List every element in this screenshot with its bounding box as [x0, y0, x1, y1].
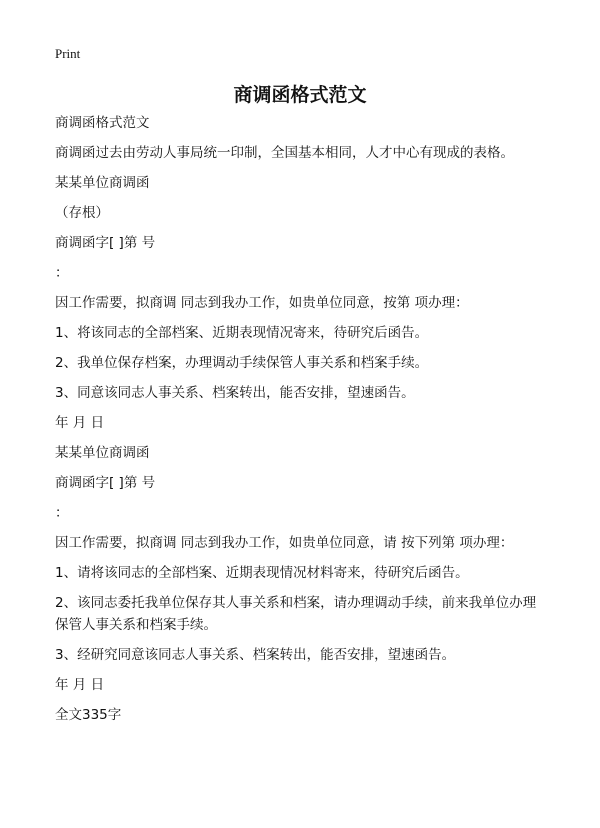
paragraph-letter-number-2: 商调函字[ ]第 号 [55, 475, 156, 491]
paragraph-item-1-2: 2、我单位保存档案，办理调动手续保管人事关系和档案手续。 [55, 355, 429, 371]
paragraph-letter-number-1: 商调函字[ ]第 号 [55, 235, 156, 251]
paragraph-item-2-1: 1、请将该同志的全部档案、近期表现情况材料寄来，待研究后函告。 [55, 565, 469, 581]
paragraph-request-2: 因工作需要，拟商调 同志到我办工作，如贵单位同意，请 按下列第 项办理： [55, 535, 514, 551]
paragraph-request-1: 因工作需要，拟商调 同志到我办工作，如贵单位同意，按第 项办理： [55, 295, 469, 311]
paragraph-letter-heading-2: 某某单位商调函 [55, 445, 150, 461]
paragraph-date-1: 年 月 日 [55, 415, 105, 431]
paragraph-item-1-1: 1、将该同志的全部档案、近期表现情况寄来，待研究后函告。 [55, 325, 429, 341]
paragraph-addressee-2: ： [55, 505, 69, 521]
paragraph-word-count: 全文335字 [55, 707, 122, 723]
paragraph-date-2: 年 月 日 [55, 677, 105, 693]
print-link[interactable]: Print [55, 46, 81, 61]
paragraph-item-1-3: 3、同意该同志人事关系、档案转出，能否安排，望速函告。 [55, 385, 415, 401]
paragraph-intro: 商调函过去由劳动人事局统一印制，全国基本相同，人才中心有现成的表格。 [55, 145, 514, 161]
paragraph-item-2-2: 2、该同志委托我单位保存其人事关系和档案，请办理调动手续，前来我单位办理保管人事关系和档案手续。 [55, 595, 537, 633]
paragraph-addressee-1: ： [55, 265, 69, 281]
paragraph-letter-heading-1: 某某单位商调函 [55, 175, 150, 191]
document-title: 商调函格式范文 [233, 84, 367, 106]
document-body [55, 112, 545, 734]
paragraph-item-2-3: 3、经研究同意该同志人事关系、档案转出，能否安排，望速函告。 [55, 647, 456, 663]
paragraph-subtitle: 商调函格式范文 [55, 115, 150, 131]
paragraph-stub-label: （存根） [55, 205, 109, 221]
